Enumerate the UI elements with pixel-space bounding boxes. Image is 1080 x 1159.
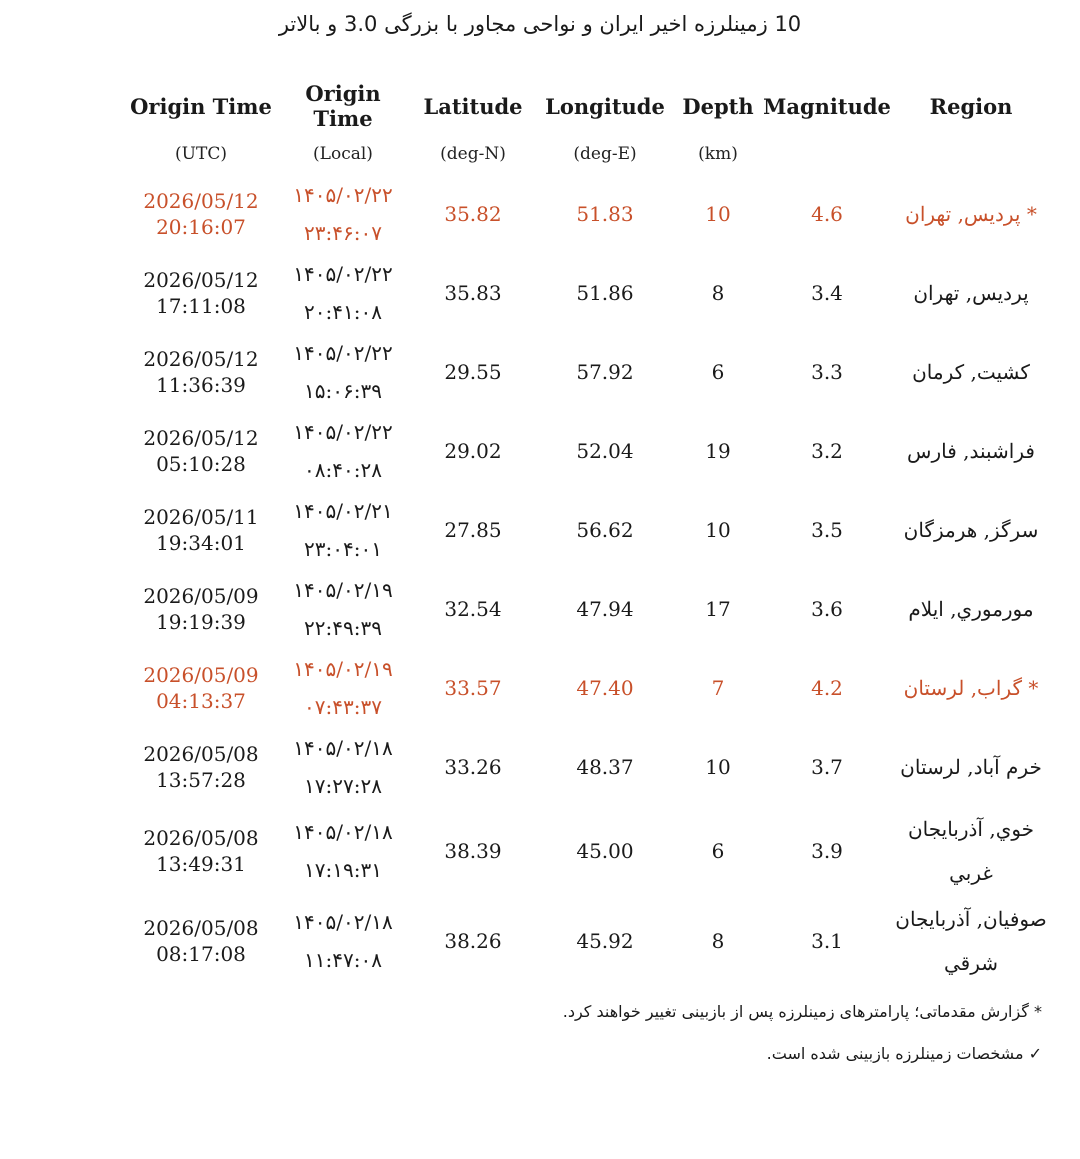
longitude-cell: 57.92 bbox=[576, 359, 634, 384]
latitude-cell: 32.54 bbox=[444, 596, 502, 621]
origin-local-cell bbox=[274, 411, 412, 490]
utc-date: 2026/05/08 bbox=[143, 916, 259, 940]
table-row bbox=[128, 411, 1048, 490]
local-time: ۲۰:۴۱:۰۸ bbox=[304, 299, 382, 324]
origin-utc-cell bbox=[128, 727, 274, 806]
table-row bbox=[128, 727, 1048, 806]
footnote-reviewed: ✓ مشخصات زمینلرزه بازبینی شده است. bbox=[766, 1044, 1042, 1063]
latitude-cell: 35.82 bbox=[444, 201, 502, 226]
local-date: ۱۴۰۵/۰۲/۱۸ bbox=[293, 910, 393, 934]
local-time: ۲۳:۴۶:۰۷ bbox=[304, 220, 382, 245]
utc-time: 11:36:39 bbox=[156, 372, 246, 397]
utc-time: 05:10:28 bbox=[156, 451, 246, 476]
latitude-cell: 35.83 bbox=[444, 280, 502, 305]
table-row bbox=[128, 569, 1048, 648]
utc-date: 2026/05/11 bbox=[143, 504, 259, 529]
table-row bbox=[128, 253, 1048, 332]
header-row bbox=[128, 78, 1048, 134]
magnitude-cell: 4.6 bbox=[811, 201, 843, 226]
longitude-cell: 45.00 bbox=[576, 839, 634, 863]
region-cell: خوي, آذربايجان غربي bbox=[907, 817, 1035, 885]
depth-cell: 10 bbox=[705, 517, 731, 542]
utc-time: 19:19:39 bbox=[156, 609, 246, 634]
origin-local-cell bbox=[274, 174, 412, 253]
local-date: ۱۴۰۵/۰۲/۲۲ bbox=[293, 419, 393, 444]
local-time: ۰۸:۴۰:۲۸ bbox=[304, 457, 382, 482]
depth-cell: 17 bbox=[705, 596, 731, 621]
header-longitude: Longitude bbox=[545, 93, 665, 119]
region-cell: مورموري, ايلام bbox=[908, 596, 1034, 621]
longitude-cell: 56.62 bbox=[576, 517, 634, 542]
utc-date: 2026/05/09 bbox=[143, 583, 259, 608]
local-time: ۰۷:۴۳:۳۷ bbox=[304, 694, 382, 719]
utc-date: 2026/05/12 bbox=[143, 425, 259, 450]
magnitude-cell: 3.9 bbox=[811, 839, 843, 863]
latitude-cell: 38.26 bbox=[444, 929, 502, 953]
unit-depth: (km) bbox=[698, 144, 738, 164]
origin-local-cell bbox=[274, 648, 412, 727]
local-date: ۱۴۰۵/۰۲/۱۸ bbox=[293, 820, 393, 844]
utc-time: 13:57:28 bbox=[156, 767, 246, 792]
region-cell: فراشبند, فارس bbox=[907, 438, 1035, 463]
local-date: ۱۴۰۵/۰۲/۱۹ bbox=[293, 656, 393, 681]
origin-local-cell bbox=[274, 253, 412, 332]
header-depth: Depth bbox=[682, 93, 754, 119]
local-date: ۱۴۰۵/۰۲/۲۲ bbox=[293, 182, 393, 207]
unit-origin-utc: (UTC) bbox=[175, 144, 227, 164]
longitude-cell: 51.86 bbox=[576, 280, 634, 305]
depth-cell: 10 bbox=[705, 754, 731, 779]
table-row bbox=[128, 174, 1048, 253]
unit-longitude: (deg-E) bbox=[573, 144, 637, 164]
depth-cell: 6 bbox=[711, 359, 725, 384]
page-title: 10 زمینلرزه اخیر ایران و نواحی مجاور با بزرگی 3.0 و بالاتر bbox=[278, 12, 802, 36]
header-origin-local: Origin Time bbox=[305, 81, 381, 131]
origin-local-cell bbox=[274, 896, 412, 986]
longitude-cell: 47.94 bbox=[576, 596, 634, 621]
local-time: ۱۷:۱۹:۳۱ bbox=[304, 858, 382, 882]
latitude-cell: 29.02 bbox=[444, 438, 502, 463]
magnitude-cell: 3.6 bbox=[811, 596, 843, 621]
local-time: ۱۷:۲۷:۲۸ bbox=[304, 773, 382, 798]
local-date: ۱۴۰۵/۰۲/۱۸ bbox=[293, 735, 393, 760]
origin-utc-cell bbox=[128, 569, 274, 648]
magnitude-cell: 4.2 bbox=[811, 675, 843, 700]
region-cell: * گراب, لرستان bbox=[903, 675, 1039, 700]
origin-local-cell bbox=[274, 332, 412, 411]
local-date: ۱۴۰۵/۰۲/۲۱ bbox=[293, 498, 393, 523]
table-row bbox=[128, 806, 1048, 896]
utc-time: 13:49:31 bbox=[156, 852, 246, 876]
depth-cell: 8 bbox=[711, 929, 725, 953]
header-latitude: Latitude bbox=[423, 93, 523, 119]
origin-local-cell bbox=[274, 806, 412, 896]
utc-date: 2026/05/12 bbox=[143, 267, 259, 292]
origin-utc-cell bbox=[128, 806, 274, 896]
earthquake-table bbox=[128, 78, 1048, 986]
unit-row bbox=[128, 134, 1048, 174]
depth-cell: 7 bbox=[711, 675, 725, 700]
unit-region bbox=[894, 134, 1048, 174]
region-cell: خرم آباد, لرستان bbox=[900, 754, 1042, 779]
origin-local-cell bbox=[274, 490, 412, 569]
origin-utc-cell bbox=[128, 648, 274, 727]
magnitude-cell: 3.3 bbox=[811, 359, 843, 384]
magnitude-cell: 3.7 bbox=[811, 754, 843, 779]
utc-time: 08:17:08 bbox=[156, 942, 246, 966]
origin-utc-cell bbox=[128, 896, 274, 986]
table-row bbox=[128, 896, 1048, 986]
magnitude-cell: 3.4 bbox=[811, 280, 843, 305]
footnote-preliminary: * گزارش مقدماتی؛ پارامترهای زمینلرزه پس از بازبینی تغییر خواهند کرد. bbox=[562, 1002, 1042, 1021]
origin-local-cell bbox=[274, 727, 412, 806]
utc-date: 2026/05/12 bbox=[143, 346, 259, 371]
table-row bbox=[128, 332, 1048, 411]
utc-date: 2026/05/09 bbox=[143, 662, 259, 687]
unit-latitude: (deg-N) bbox=[440, 144, 506, 164]
utc-time: 20:16:07 bbox=[156, 214, 246, 239]
latitude-cell: 27.85 bbox=[444, 517, 502, 542]
region-cell: كشيت, كرمان bbox=[912, 359, 1030, 384]
longitude-cell: 52.04 bbox=[576, 438, 634, 463]
table-row bbox=[128, 648, 1048, 727]
local-time: ۲۲:۴۹:۳۹ bbox=[304, 615, 382, 640]
origin-utc-cell bbox=[128, 490, 274, 569]
origin-utc-cell bbox=[128, 332, 274, 411]
local-date: ۱۴۰۵/۰۲/۲۲ bbox=[293, 261, 393, 286]
longitude-cell: 47.40 bbox=[576, 675, 634, 700]
longitude-cell: 45.92 bbox=[576, 929, 634, 953]
magnitude-cell: 3.1 bbox=[811, 929, 843, 953]
depth-cell: 10 bbox=[705, 201, 731, 226]
local-time: ۱۵:۰۶:۳۹ bbox=[304, 378, 382, 403]
unit-origin-local: (Local) bbox=[313, 144, 373, 164]
local-time: ۱۱:۴۷:۰۸ bbox=[304, 948, 382, 972]
region-cell: پردیس, تهران bbox=[913, 280, 1029, 305]
region-cell: صوفيان, آذربايجان شرقي bbox=[895, 907, 1047, 975]
utc-date: 2026/05/08 bbox=[143, 741, 259, 766]
origin-utc-cell bbox=[128, 253, 274, 332]
region-cell: * پردیس, تهران bbox=[905, 201, 1037, 226]
table-row bbox=[128, 490, 1048, 569]
longitude-cell: 48.37 bbox=[576, 754, 634, 779]
utc-time: 04:13:37 bbox=[156, 688, 246, 713]
header-origin-utc: Origin Time bbox=[130, 93, 272, 119]
latitude-cell: 29.55 bbox=[444, 359, 502, 384]
magnitude-cell: 3.5 bbox=[811, 517, 843, 542]
utc-time: 19:34:01 bbox=[156, 530, 246, 555]
local-date: ۱۴۰۵/۰۲/۱۹ bbox=[293, 577, 393, 602]
latitude-cell: 38.39 bbox=[444, 839, 502, 863]
magnitude-cell: 3.2 bbox=[811, 438, 843, 463]
unit-magnitude bbox=[760, 134, 894, 174]
region-cell: سرگز, هرمزگان bbox=[903, 517, 1039, 542]
local-date: ۱۴۰۵/۰۲/۲۲ bbox=[293, 340, 393, 365]
latitude-cell: 33.57 bbox=[444, 675, 502, 700]
depth-cell: 19 bbox=[705, 438, 731, 463]
header-region: Region bbox=[929, 93, 1013, 119]
origin-utc-cell bbox=[128, 411, 274, 490]
depth-cell: 8 bbox=[711, 280, 725, 305]
header-magnitude: Magnitude bbox=[763, 93, 891, 119]
origin-local-cell bbox=[274, 569, 412, 648]
latitude-cell: 33.26 bbox=[444, 754, 502, 779]
utc-time: 17:11:08 bbox=[156, 293, 246, 318]
origin-utc-cell bbox=[128, 174, 274, 253]
local-time: ۲۳:۰۴:۰۱ bbox=[304, 536, 382, 561]
utc-date: 2026/05/08 bbox=[143, 826, 259, 850]
depth-cell: 6 bbox=[711, 839, 725, 863]
utc-date: 2026/05/12 bbox=[143, 188, 259, 213]
longitude-cell: 51.83 bbox=[576, 201, 634, 226]
